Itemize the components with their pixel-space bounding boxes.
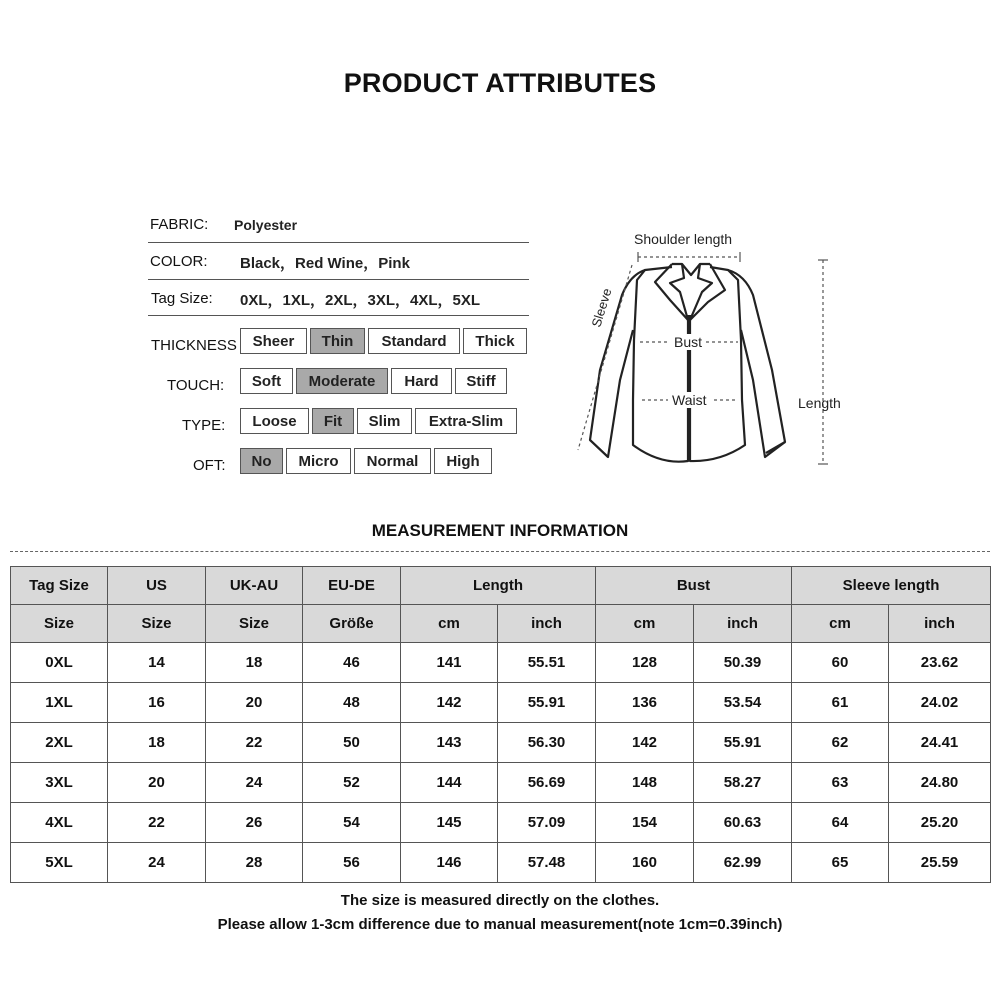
measurement-note: The size is measured directly on the clothes. (340, 892, 660, 909)
header-cell: Tag Size (11, 567, 108, 605)
table-cell: 56.69 (498, 763, 596, 803)
type-label: TYPE: (182, 417, 226, 434)
divider (148, 242, 529, 243)
fabric-value: Polyester (234, 217, 298, 233)
option-type-slim: Slim (357, 408, 412, 434)
header-cell: inch (498, 605, 596, 643)
page-title: PRODUCT ATTRIBUTES (343, 68, 657, 98)
header-cell: inch (694, 605, 792, 643)
option-thickness-standard: Standard (368, 328, 460, 354)
measurement-title: MEASUREMENT INFORMATION (371, 521, 629, 540)
option-oft-normal: Normal (354, 448, 431, 474)
table-cell: 62.99 (694, 843, 792, 883)
table-cell: 148 (596, 763, 694, 803)
header-row-1 (11, 567, 991, 605)
option-oft-no-selected: No (240, 448, 283, 474)
header-cell: Size (11, 605, 108, 643)
table-row (11, 803, 991, 843)
touch-label: TOUCH: (167, 377, 225, 394)
header-cell: inch (889, 605, 991, 643)
table-cell: 46 (303, 643, 401, 683)
table-cell: 52 (303, 763, 401, 803)
table-cell: 142 (596, 723, 694, 763)
table-cell: 65 (792, 843, 889, 883)
header-cell: EU-DE (303, 567, 401, 605)
table-cell: 24 (108, 843, 206, 883)
table-cell: 5XL (11, 843, 108, 883)
header-cell: cm (596, 605, 694, 643)
table-cell: 60 (792, 643, 889, 683)
table-cell: 62 (792, 723, 889, 763)
header-row-2 (11, 605, 991, 643)
table-cell: 24.02 (889, 683, 991, 723)
option-touch-moderate-selected: Moderate (296, 368, 388, 394)
header-cell: Größe (303, 605, 401, 643)
table-cell: 16 (108, 683, 206, 723)
waist-label: Waist (672, 392, 707, 408)
table-cell: 58.27 (694, 763, 792, 803)
tag-size-label: Tag Size: (151, 290, 213, 307)
bust-label: Bust (674, 334, 703, 350)
option-type-extra-slim: Extra-Slim (415, 408, 517, 434)
table-cell: 26 (206, 803, 303, 843)
thickness-label: THICKNESS (151, 337, 237, 354)
table-cell: 20 (206, 683, 303, 723)
table-cell: 144 (401, 763, 498, 803)
table-cell: 160 (596, 843, 694, 883)
measurement-tolerance-note: Please allow 1-3cm difference due to manual measurement(note 1cm=0.39inch) (217, 916, 783, 933)
table-cell: 142 (401, 683, 498, 723)
table-row (11, 643, 991, 683)
table-cell: 48 (303, 683, 401, 723)
option-type-loose: Loose (240, 408, 309, 434)
table-cell: 64 (792, 803, 889, 843)
table-cell: 25.59 (889, 843, 991, 883)
option-touch-hard: Hard (391, 368, 452, 394)
header-cell: Bust (596, 567, 792, 605)
table-cell: 2XL (11, 723, 108, 763)
option-thickness-thin-selected: Thin (310, 328, 365, 354)
table-cell: 14 (108, 643, 206, 683)
table-cell: 141 (401, 643, 498, 683)
table-cell: 20 (108, 763, 206, 803)
option-type-fit-selected: Fit (312, 408, 354, 434)
table-row (11, 763, 991, 803)
option-thickness-sheer: Sheer (240, 328, 307, 354)
option-oft-high: High (434, 448, 492, 474)
table-cell: 22 (108, 803, 206, 843)
table-cell: 24.41 (889, 723, 991, 763)
option-touch-soft: Soft (240, 368, 293, 394)
header-cell: Size (108, 605, 206, 643)
table-cell: 145 (401, 803, 498, 843)
sleeve-label: Sleeve (588, 286, 615, 329)
garment-measurement-diagram (560, 220, 860, 480)
table-cell: 54 (303, 803, 401, 843)
header-cell: US (108, 567, 206, 605)
table-cell: 128 (596, 643, 694, 683)
dashed-divider (10, 551, 990, 552)
table-cell: 57.09 (498, 803, 596, 843)
oft-label: OFT: (193, 457, 226, 474)
divider (148, 279, 529, 280)
fabric-label: FABRIC: (150, 216, 209, 233)
table-cell: 25.20 (889, 803, 991, 843)
table-cell: 18 (108, 723, 206, 763)
table-cell: 22 (206, 723, 303, 763)
table-cell: 55.51 (498, 643, 596, 683)
color-label: COLOR: (150, 253, 208, 270)
table-cell: 4XL (11, 803, 108, 843)
table-row (11, 683, 991, 723)
table-cell: 63 (792, 763, 889, 803)
table-cell: 55.91 (694, 723, 792, 763)
table-cell: 18 (206, 643, 303, 683)
table-cell: 3XL (11, 763, 108, 803)
header-cell: Size (206, 605, 303, 643)
table-cell: 23.62 (889, 643, 991, 683)
table-cell: 56 (303, 843, 401, 883)
table-cell: 50 (303, 723, 401, 763)
blazer-outline-icon (590, 264, 785, 462)
table-cell: 55.91 (498, 683, 596, 723)
table-row (11, 843, 991, 883)
table-cell: 57.48 (498, 843, 596, 883)
table-cell: 24.80 (889, 763, 991, 803)
length-label: Length (798, 395, 841, 411)
table-cell: 56.30 (498, 723, 596, 763)
divider (148, 315, 529, 316)
header-cell: Length (401, 567, 596, 605)
header-cell: UK-AU (206, 567, 303, 605)
table-cell: 53.54 (694, 683, 792, 723)
table-cell: 146 (401, 843, 498, 883)
table-cell: 154 (596, 803, 694, 843)
table-cell: 24 (206, 763, 303, 803)
table-cell: 143 (401, 723, 498, 763)
header-cell: Sleeve length (792, 567, 991, 605)
table-row (11, 723, 991, 763)
option-touch-stiff: Stiff (455, 368, 507, 394)
size-chart-table (10, 566, 991, 883)
table-cell: 50.39 (694, 643, 792, 683)
tag-size-value: 0XL，1XL，2XL，3XL，4XL，5XL (240, 292, 481, 309)
header-cell: cm (401, 605, 498, 643)
table-cell: 1XL (11, 683, 108, 723)
table-cell: 0XL (11, 643, 108, 683)
option-oft-micro: Micro (286, 448, 351, 474)
table-cell: 28 (206, 843, 303, 883)
shoulder-length-label: Shoulder length (634, 231, 733, 247)
table-cell: 61 (792, 683, 889, 723)
option-thickness-thick: Thick (463, 328, 527, 354)
table-cell: 60.63 (694, 803, 792, 843)
header-cell: cm (792, 605, 889, 643)
color-value: Black，Red Wine，Pink (240, 255, 410, 272)
table-cell: 136 (596, 683, 694, 723)
